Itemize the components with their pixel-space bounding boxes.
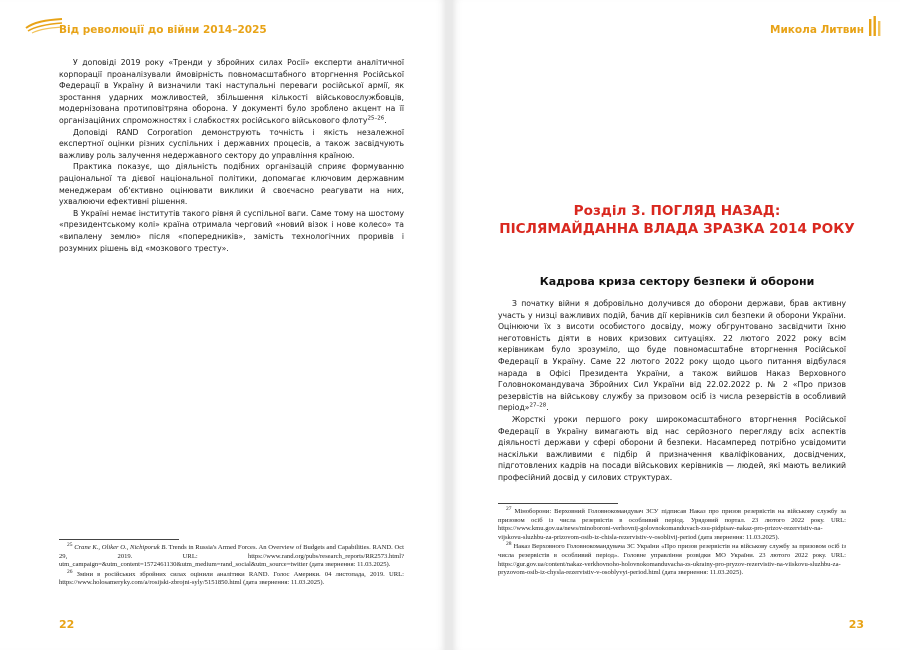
gold-stroke-logo-icon [24, 16, 64, 34]
paragraph: Практика показує, що діяльність подібних організацій сприяє формуванню раціональної та дієвої національної політики, допомагає ключовим державним менеджерам об'єктивно оцінювати виклики й своєчасно реагувати на них, ухвалюючи ефективні рішення. [59, 162, 404, 207]
running-header-title: Від революції до війни 2014–2025 [59, 24, 267, 36]
footnote-25: $^{25}$ Crane K., Oliker O., Nichiporuk B. Trends in Russia's Armed Forces. An Overview of Budgets and Capabilities. RAND. Oct 29, 2019. URL: https://www.rand.org/pubs/research_reports/RR2573.html?utm_campaign=&utm_content=1572461130&utm_medium=rand_social&utm_source=twitter (дата звернення: 11.03.2025). [59, 541, 405, 569]
footnote-26: $^{26}$ Зміни в російських збройних силах оцінили аналітики RAND. Голос Америки. 04 листопада, 2019. URL: https://www.holosameryky.com/a/rosijski-zbrojni-syly/5151850.html (дата звернення: 11.03.2025). [59, 568, 404, 587]
section-title: Кадрова криза сектору безпеки й оборони [539, 275, 815, 288]
left-page [0, 0, 446, 650]
footnote-28: $^{28}$ Наказ Верховного Головнокомандувача ЗС України «Про призов резервістів на військову службу за призовом осіб із числа резервістів в особливий період». Головне управління розвідки МО України. 23 лютого 2022 року. URL: https://gur.gov.ua/content/nakaz-verkhovnoho-holovnokomanduvacha-zs-ukrainy-pro-pryzov-rezervistiv-na-viiskovu-sluzhbu-za-pryzovom-osib-iz-chysla-rezervistiv-v-osoblyvyi-period.html (дата звернення: 11.03.2025). [498, 541, 846, 577]
right-footnotes [498, 505, 846, 579]
footnote-separator [59, 539, 179, 540]
right-page [452, 0, 900, 650]
paragraph: Доповіді RAND Corporation демонструють точність і якість незалежної експертної оцінки різних суспільних і державних процесів, а також засвідчують важливу роль залучення недержавного сектору до управління країною. [59, 127, 404, 160]
footnote-ref: 25–26 [367, 115, 385, 122]
running-header-author: Микола Литвин [770, 24, 864, 36]
footnote-separator [498, 503, 618, 504]
right-body-text [498, 298, 846, 484]
paragraph: У доповіді 2019 року «Тренди у збройних силах Росії» експерти аналітичної корпорації проаналізували ймовірність повномасштабного вторгнення Російської Федерації в Україну й визначили такі наступальні переваги російської армії, як зростання ударних можливостей, збільшення кількості військовослужбовців, модернізована протиповітряна оборона. У документі було зроблено акцент на її організаційних спроможностях і слабкостях російського військового флоту$^{25-26}$. [59, 58, 404, 125]
paragraph: Жорсткі уроки першого року широкомасштабного вторгнення Російської Федерації в Україну вимагають від нас серйозного перегляду всіх аспектів діяльності держави у сфері оборони й безпеки. Насамперед потрібно усвідомити наскільки важливими є підбір й призначення кваліфікованих, досвідчених, підготовлених кадрів на посади військових керівників — людей, які мають великий професійний досвід у силових структурах. [498, 414, 846, 482]
footnote-27: $^{27}$ Міноборони: Верховний Головнокомандувач ЗСУ підписав Наказ про призов резервістів на військову службу за призовом осіб із числа резервістів в особливий період. Урядовий портал. 23 лютого 2022 року. URL: https://www.kmu.gov.ua/news/minoboroni-verhovnij-golovnokomanduvach-zsu-pidpisav-nakaz-pro-prizov-rezervistiv-na-vijskovu-sluzhbu-za-prizovom-osib-iz-chisla-rezervistiv-v-osoblivij-period (дата звернення: 11.03.2025). [498, 505, 846, 541]
chapter-title-line1: Розділ 3. ПОГЛЯД НАЗАД: [573, 203, 781, 219]
chapter-title-line2: ПІСЛЯМАЙДАННА ВЛАДА ЗРАЗКА 2014 РОКУ [499, 221, 855, 237]
page-number-left: 22 [59, 618, 75, 631]
footnote-ref: 27–28 [529, 402, 547, 409]
left-body-text [59, 57, 404, 254]
paragraph: В Україні немає інститутів такого рівня й суспільної ваги. Саме тому на шостому «президентському колі» країна отримала черговий «новий візок і нове колесо» та «випалену землю» після «попередників», замість технологічних проривів і розумних рішень від «мозкового тресту». [59, 208, 404, 253]
paragraph: З початку війни я добровільно долучився до оборони держави, брав активну участь у низці важливих подій, бачив дії керівників сил безпеки й оборони України. Оцінюючи їх з висоти особистого досвіду, можу обгрунтовано засвідчити їхню неготовність діяти в нових кризових ситуаціях. 22 лютого 2022 року всім керівникам було зрозуміло, що буде повномасштабне вторгнення Російської Федерації в Україну. Саме 22 лютого 2022 року щодо цього питання відбулася нарада в Офісі Президента України, а також вийшов Наказ Верховного Головнокомандувача Збройних Сил України від 22.02.2022 р. № 2 «Про призов резервістів на військову службу за призовом осіб із числа резервістів в особливий період»$^{27-28}$. [498, 299, 846, 413]
chapter-title [482, 202, 872, 238]
left-footnotes [59, 541, 405, 589]
gold-vertical-bars-icon [868, 16, 882, 36]
page-number-right: 23 [848, 618, 864, 631]
